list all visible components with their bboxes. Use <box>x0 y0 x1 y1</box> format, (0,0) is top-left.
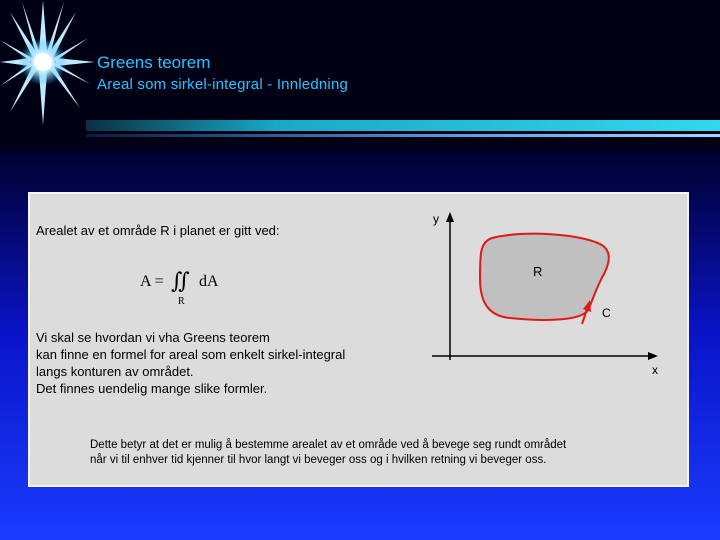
intro-text: Arealet av et område R i planet er gitt ved: <box>36 223 280 238</box>
note-paragraph <box>90 438 566 468</box>
header-line <box>86 134 720 137</box>
formula-subscript: R <box>178 296 185 307</box>
header-bar <box>86 120 720 131</box>
double-integral-sign: ∬ <box>171 269 190 294</box>
content-panel <box>28 192 689 487</box>
area-formula <box>138 258 258 318</box>
note-line: når vi til enhver tid kjenner til hvor langt vi beveger oss og i hvilken retning vi beveger oss. <box>90 454 547 466</box>
region-diagram <box>430 202 670 382</box>
formula-integrand: dA <box>199 273 219 290</box>
formula-lhs: A = <box>140 273 164 290</box>
paragraph-line: Det finnes uendelig mange slike formler. <box>36 381 268 396</box>
x-axis-label: x <box>652 363 658 377</box>
paragraph-line: langs konturen av området. <box>36 364 194 379</box>
paragraph-line: Vi skal se hvordan vi vha Greens teorem <box>36 330 270 345</box>
note-line: Dette betyr at det er mulig å bestemme arealet av et område ved å bevege seg rundt området <box>90 439 567 451</box>
slide-subtitle: Areal som sirkel-integral - Innledning <box>97 76 349 93</box>
y-axis-label: y <box>433 212 439 226</box>
x-axis-arrow <box>648 352 658 360</box>
curve-label: C <box>602 306 611 320</box>
slide-title: Greens teorem <box>97 53 211 72</box>
y-axis-arrow <box>446 212 454 222</box>
explanation-paragraph <box>36 329 345 397</box>
paragraph-line: kan finne en formel for areal som enkelt sirkel-integral <box>36 347 346 362</box>
region-label: R <box>533 264 543 279</box>
